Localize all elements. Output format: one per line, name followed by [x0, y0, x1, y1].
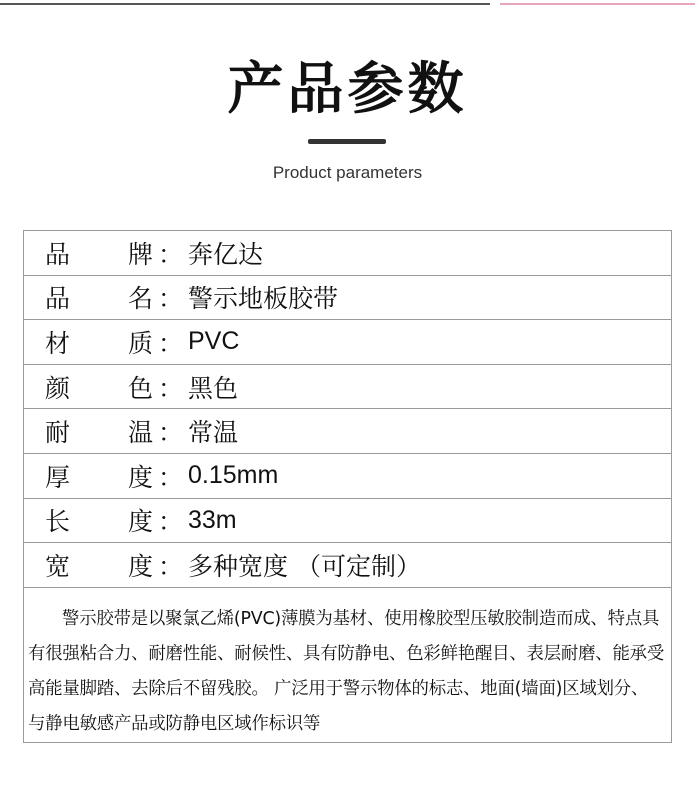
param-row-thickness	[24, 454, 671, 499]
param-label-char-2: 牌	[128, 239, 154, 269]
param-label-char-1: 颜	[45, 373, 71, 403]
param-colon: ：	[158, 284, 184, 314]
param-label-char-1: 宽	[45, 551, 71, 581]
param-value-thickness: 0.15mm	[188, 461, 279, 490]
param-row-temperature	[24, 409, 671, 454]
param-row-brand	[24, 231, 671, 276]
param-value-name: 警示地板胶带	[188, 284, 339, 314]
param-value-brand: 奔亿达	[188, 239, 264, 269]
param-label-char-2: 质	[128, 328, 154, 358]
param-label-char-2: 度	[128, 462, 154, 492]
param-value-color: 黑色	[188, 373, 239, 403]
param-label-char-1: 材	[45, 328, 71, 358]
param-label-char-2: 色	[128, 373, 154, 403]
page-subtitle: Product parameters	[272, 163, 423, 182]
param-label-char-1: 品	[45, 239, 71, 269]
param-row-width	[24, 543, 671, 588]
top-accent-line	[500, 3, 695, 5]
param-colon: ：	[158, 507, 184, 537]
param-value-temperature: 常温	[188, 418, 239, 448]
top-divider-line	[0, 3, 490, 5]
param-value-length: 33m	[188, 505, 237, 534]
parameter-table	[23, 230, 672, 743]
param-value-width: 多种宽度 （可定制）	[188, 551, 421, 581]
param-colon: ：	[158, 239, 184, 269]
param-label-char-1: 品	[45, 284, 71, 314]
param-label-char-1: 耐	[45, 418, 71, 448]
param-label-char-2: 温	[128, 418, 154, 448]
param-colon: ：	[158, 551, 184, 581]
param-label-char-2: 度	[128, 551, 154, 581]
product-description: 警示胶带是以聚氯乙烯(PVC)薄膜为基材、使用橡胶型压敏胶制造而成、特点具有很强粘合力、耐磨性能、耐候性、具有防静电、色彩鲜艳醒目、表层耐磨、能承受高能量脚踏、去除后不留残胶。 广泛用于警示物体的标志、地面(墙面)区域划分、与静电敏感产品或防静电区域作标识等	[28, 608, 665, 734]
param-row-length	[24, 499, 671, 544]
page-title: 产品参数	[227, 57, 468, 122]
param-row-name	[24, 276, 671, 321]
param-row-color	[24, 365, 671, 410]
param-label-char-1: 厚	[45, 462, 71, 492]
param-colon: ：	[158, 418, 184, 448]
param-colon: ：	[158, 328, 184, 358]
param-colon: ：	[158, 462, 184, 492]
param-label-char-1: 长	[45, 507, 71, 537]
param-row-material	[24, 320, 671, 365]
param-colon: ：	[158, 373, 184, 403]
param-value-material: PVC	[188, 327, 240, 356]
param-label-char-2: 名	[128, 284, 154, 314]
param-label-char-2: 度	[128, 507, 154, 537]
title-underline	[308, 139, 386, 144]
